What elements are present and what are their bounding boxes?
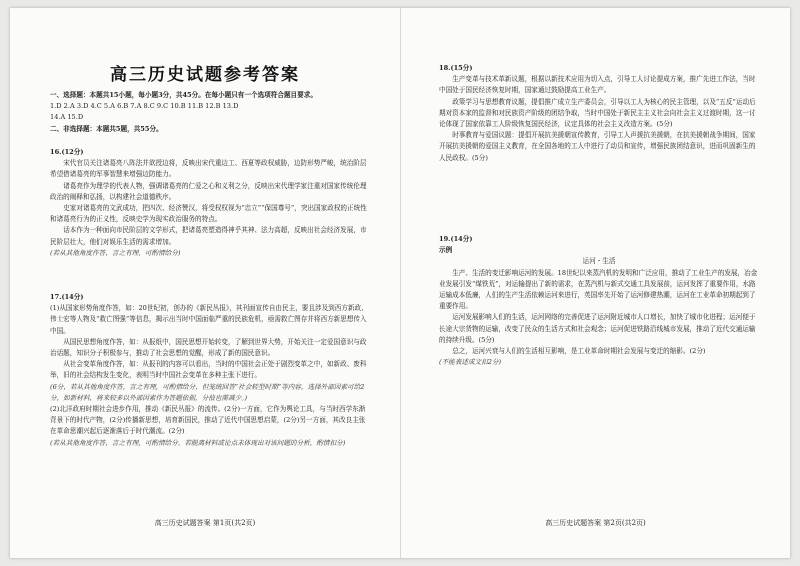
answer-line: 运河发展影响人们的生活，运河网络的完善促进了运河附近城市人口增长，加快了城市化进程；运河便于长途大宗货物的运输，改变了民众的生活方式和社会观念；运河促进铁路沿线城市发展，推动了近代交通运输的持续升级。(5分) [439,313,756,344]
answer-line: (2)北洋政府时期社会进步作用，推动《新民丛报》的流传。(2分)一方面，它作为舆论工具，与当时西学东渐背景下的时代产物，(2分)传播新思想，培育新国民，推动了近代中国思想启蒙，(2分)另一方面，其改良主张在革命思潮兴起后逐渐落后于时代潮流。(2分) [50,405,366,436]
answer-line: 1.D 2.A 3.D 4.C 5.A 6.B 7.A 8.C 9.C 10.B 11.B 12.B 13.D [50,102,239,111]
section-multiple-choice [50,90,370,135]
answer-line: 一、选择题：本题共15小题，每小题3分，共45分。在每小题只有一个选项符合题目要求。 [50,91,317,99]
question-18 [439,63,759,164]
answer-line: (1)从国家形势角度作答，如：20世纪初，创办的《新民丛报》，其刊面宣传自由民主，要且涉及到西方新政、伟士宏等人物及“救亡图强”等信息，揭示出当时中国面临严重的民族危机，亟需救亡图存并将西方新思想传入中国。 [50,304,368,335]
answer-line: 18.(15分) [439,64,473,72]
answer-line: 16.(12分) [50,148,84,156]
answer-sheet [10,8,790,558]
answer-line: 19.(14分) [439,235,473,243]
answer-line: 诸葛亮作为理学的代表人物，强调诸葛亮的仁爱之心和义利之分，反映出宋代理学家注重对国家传统伦理政治的阐释和弘扬，以构建社会道德秩序。 [50,181,367,201]
answer-line: 时事教育与爱国议题：提倡开展抗美援朝宣传教育，引导工人声援抗美援朝，在抗美援朝战争期间，国家开展抗美援朝的爱国主义教育，在全国各地的工人中进行了动员和宣传，增强民族团结意识，进而巩固新生的人民政权。(5分) [439,131,756,162]
answer-line: 二、非选择题：本题共5题，共55分。 [50,124,163,133]
question-17 [50,292,370,449]
answer-line: (不能表述成文扣2分) [439,358,502,367]
answer-line: (6分，若从其他角度作答，言之有理，可酌情给分，但笼统回答“社会转型时期”等内容，选择外部因素可给2分，如新材料，将来较多以外部因素作为答题依据，分值也需减少。) [50,382,365,402]
page-footer: 高三历史试题答案 第1页(共2页) [154,519,256,527]
answer-line: 17.(14分) [50,293,84,301]
answer-line: 运河・生活 [582,257,616,266]
answer-line: 总之，运河兴衰与人们的生活相互影响，是工业革命时期社会发展与变迁的缩影。(2分) [452,347,706,356]
answer-line: 生产、生活的变迁影响运河的发展。18世纪以来蒸汽机的发明和广泛应用，推动了工业生产的发展，冶金业发展引发“煤铁荒”，对运输提出了新的需求，在蒸汽机与新式交通工具发展前，运河发挥了重要作用，水路运输成本低廉，人们的生产生活依赖运河来进行，英国率先开始了运河修建热潮，运河在工业革命初期起到了重要作用。 [439,268,758,311]
answer-line: 政策学习与思想教育议题，提倡推广成立生产委员会，引导以工人为核心的民主管理，以及“五反”运动后期对资本家的监督和对民族资产阶级的团结争取，当时中国处于新民主主义社会向社会主义过渡时期，这一讨论体现了国家依靠工人阶级恢复国民经济，议定具体的社会主义改造方案。(5分) [439,97,756,129]
answer-line: (若从其他角度作答，言之有理，可酌情给分。若脱离材料或论点未体现出对该问题的分析，酌情扣分) [50,438,346,447]
question-16 [50,147,370,259]
answer-line: 14.A 15.D [50,113,84,122]
page-1 [10,8,400,558]
page-title: 高三历史试题参考答案 [110,65,300,85]
page-2 [401,8,790,558]
answer-line: 从国民思想角度作答，如：从报纸中，国民思想开始转变，了解到世界大势，开始关注一定爱国意识与政治话题，知识分子积极参与，推动了社会思想的觉醒，形成了新的国民意识。 [50,337,367,358]
answer-line: 史家对诸葛亮的文武成功，把四次、经济赞汉，将受权权视为“忠立”“保国尊号”，突出国家政权的正统性和诸葛亮行为的正义性，反映史学为现实政治服务的特点。 [50,204,367,224]
page-footer: 高三历史试题答案 第2页(共2页) [545,519,646,527]
answer-line: 从社会变革角度作答，如：从报刊的内容可以看出，当时的中国社会正处于剧烈变革之中，如新政、废科举，旧的社会结构发生变化，表明当时中国社会变革在多种主张下进行。 [50,360,367,380]
question-19 [439,234,759,368]
answer-line: (若从其他角度作答，言之有理，可酌情给分) [50,248,181,257]
answer-line: 话本作为一种面向市民阶层的文学形式，把诸葛亮塑造得神乎其神、法力高超，反映出社会经济发展，市民阶层壮大，他们对娱乐生活的需求增加。 [50,226,367,246]
answer-line: 示例 [439,246,453,255]
answer-line: 生产变革与技术革新议题，根据以新技术应用为切入点，引导工人讨论提成方案，推广先进工作法，当时中国处于国民经济恢复时期，国家通过鼓励提高工业生产。 [439,75,756,95]
answer-line: 宋代官员关注诸葛亮八阵法并欲授边将，反映出宋代重边工、西夏等政权威胁，边防形势严峻，统治阶层希望借诸葛亮的军事智慧来增强边防能力。 [50,159,367,179]
